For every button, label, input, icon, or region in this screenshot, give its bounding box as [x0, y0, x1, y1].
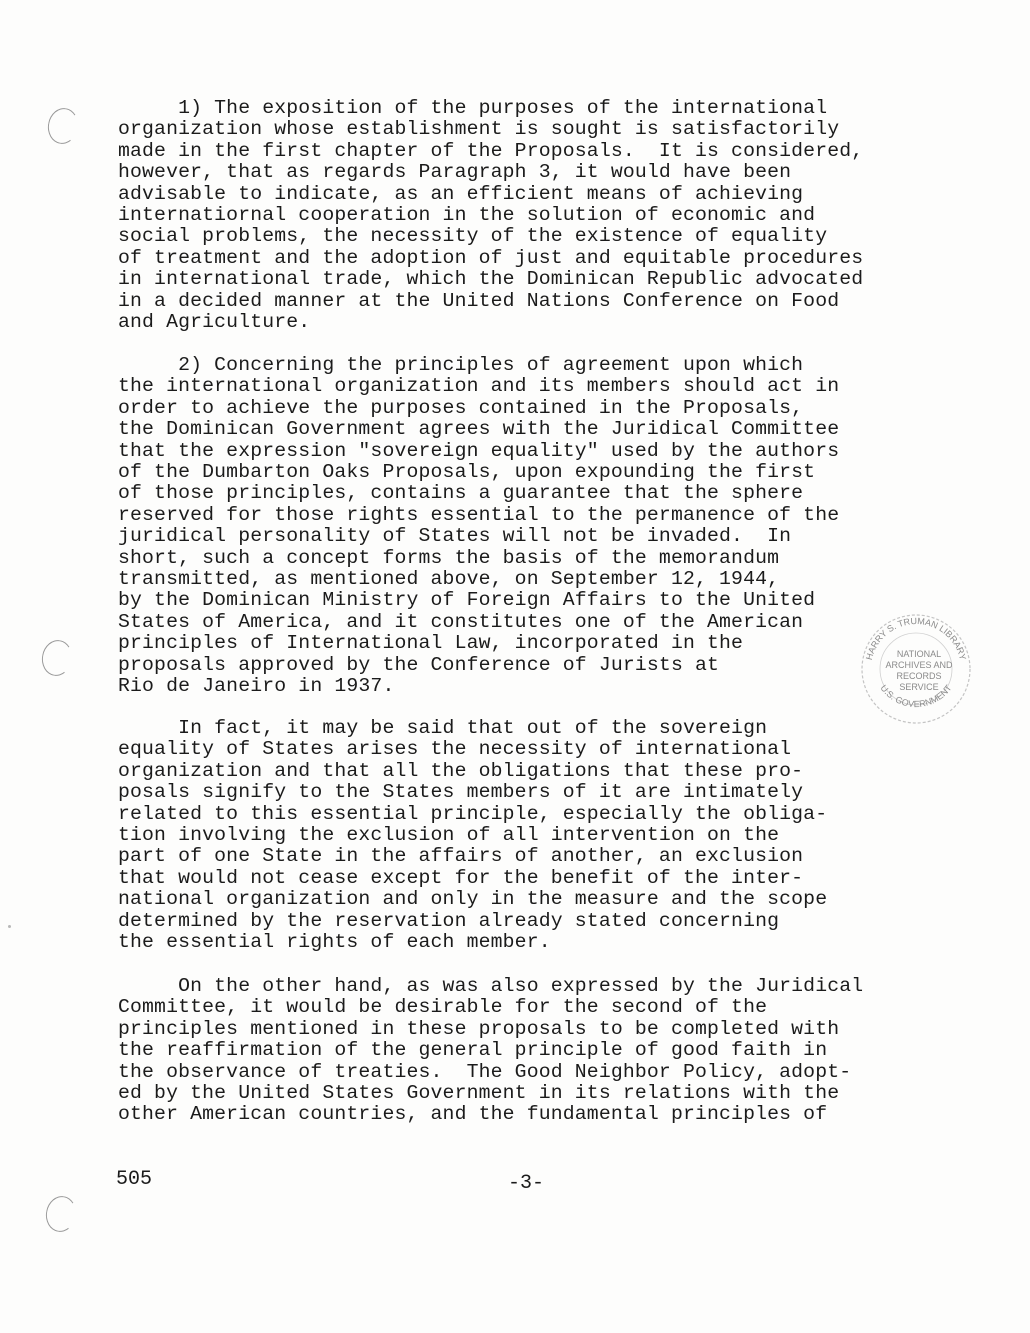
stamp-line-2: ARCHIVES AND — [885, 660, 953, 670]
archives-stamp — [855, 605, 977, 727]
text-line: 1) The exposition of the purposes of the international — [118, 97, 828, 119]
text-line: principles mentioned in these proposals to be completed with — [118, 1017, 840, 1040]
text-line: of treatment and the adoption of just and equitable procedures — [118, 246, 864, 269]
text-line: order to achieve the purposes contained in the Proposals, — [118, 396, 804, 419]
text-line: social problems, the necessity of the existence of equality — [118, 225, 828, 248]
text-line: made in the first chapter of the Proposals. It is considered, — [118, 139, 864, 162]
text-line: posals signify to the States members of it are intimately — [118, 781, 804, 804]
text-line: of those principles, contains a guarantee that the sphere — [118, 482, 804, 505]
text-line: and Agriculture. — [118, 311, 311, 333]
text-line: the observance of treaties. The Good Neighbor Policy, adopt- — [118, 1060, 852, 1083]
punch-hole-top — [45, 106, 81, 147]
margin-speck — [8, 925, 11, 928]
text-line: transmitted, as mentioned above, on September 12, 1944, — [118, 568, 780, 590]
text-line: juridical personality of States will not be invaded. In — [118, 525, 792, 548]
text-line: equality of States arises the necessity of international — [118, 738, 792, 761]
document-number: 505 — [116, 1168, 153, 1191]
text-line: that the expression "sovereign equality" used by the authors — [118, 439, 840, 462]
stamp-bottom-arc: U.S. GOVERNMENT — [878, 682, 954, 710]
text-line: part of one State in the affairs of another, an exclusion — [118, 845, 804, 868]
text-line: tion involving the exclusion of all intervention on the — [118, 824, 780, 846]
stamp-top-arc: HARRY S. TRUMAN LIBRARY — [863, 615, 969, 662]
text-line: In fact, it may be said that out of the sovereign — [118, 717, 768, 739]
text-line: determined by the reservation already stated concerning — [118, 909, 780, 932]
text-line: short, such a concept forms the basis of the memorandum — [118, 546, 780, 569]
text-line: proposals approved by the Conference of Jurists at — [118, 653, 720, 676]
text-line: internatiornal cooperation in the solution of economic and — [118, 204, 816, 226]
punch-hole-middle — [39, 638, 75, 679]
text-line: of the Dumbarton Oaks Proposals, upon expounding the first — [118, 461, 816, 483]
text-line: advisable to indicate, as an efficient means of achieving — [118, 182, 804, 205]
archives-stamp-graphic — [855, 605, 977, 727]
text-line: organization and that all the obligations that these pro- — [118, 759, 804, 782]
text-line: ed by the United States Government in its relations with the — [118, 1082, 840, 1104]
stamp-line-4: SERVICE — [899, 682, 939, 692]
text-line: in a decided manner at the United Nations Conference on Food — [118, 289, 840, 312]
punch-hole-bottom — [43, 1194, 79, 1235]
text-line: other American countries, and the fundamental principles of — [118, 1103, 828, 1126]
text-line: the essential rights of each member. — [118, 931, 551, 953]
text-line: Rio de Janeiro in 1937. — [118, 675, 395, 697]
text-line: States of America, and it constitutes one of the American — [118, 610, 804, 633]
text-line: national organization and only in the measure and the scope — [118, 888, 828, 911]
text-line: the international organization and its members should act in — [118, 375, 840, 398]
text-line: by the Dominican Ministry of Foreign Affairs to the United — [118, 589, 816, 612]
page-number: -3- — [508, 1172, 545, 1195]
stamp-line-3: RECORDS — [896, 671, 942, 681]
stamp-line-1: NATIONAL — [896, 649, 942, 659]
text-line: in international trade, which the Dominican Republic advocated — [118, 268, 864, 291]
text-line: Committee, it would be desirable for the second of the — [118, 996, 768, 1019]
text-line: the Dominican Government agrees with the Juridical Committee — [118, 418, 840, 441]
text-line: that would not cease except for the benefit of the inter- — [118, 866, 804, 889]
text-line: however, that as regards Paragraph 3, it would have been — [118, 161, 792, 184]
text-line: 2) Concerning the principles of agreement upon which — [118, 354, 804, 376]
text-line: reserved for those rights essential to the permanence of the — [118, 503, 840, 526]
text-line: the reaffirmation of the general principle of good faith in — [118, 1039, 828, 1062]
text-line: On the other hand, as was also expressed by the Juridical — [118, 975, 864, 997]
text-line: organization whose establishment is sought is satisfactorily — [118, 118, 840, 141]
text-line: related to this essential principle, especially the obliga- — [118, 802, 828, 825]
text-line: principles of International Law, incorporated in the — [118, 632, 744, 655]
